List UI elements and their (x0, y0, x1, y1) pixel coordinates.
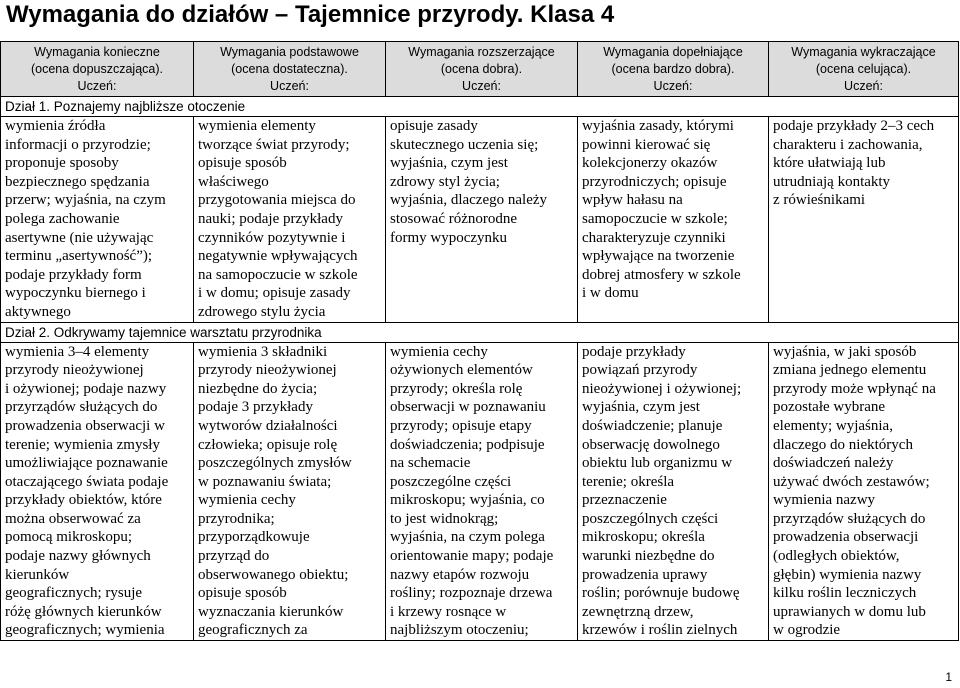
column-header-student: Uczeń: (270, 79, 309, 93)
cell-text-line: wpływające na tworzenie (582, 248, 735, 265)
cell-text-line: przykłady obiektów, które (5, 492, 162, 509)
cell-text-line: nazwy etapów rozwoju (390, 566, 530, 583)
cell-text-line: krzewów i roślin zielnych (582, 622, 738, 639)
column-header-student: Uczeń: (653, 79, 693, 93)
cell-text-line: bezpiecznego spędzania (5, 173, 150, 190)
cell-text-line: pomocą mikroskopu; (5, 529, 133, 546)
cell-text-line: i ożywionej; podaje nazwy (5, 380, 167, 397)
requirements-table (0, 41, 959, 641)
cell-text-line: kilku roślin leczniczych (773, 585, 917, 602)
cell-text-line: przyrody nieożywionej (198, 362, 337, 379)
cell-text-line: przyrody może wpłynąć na (773, 380, 936, 397)
cell-text-line: wymienia 3–4 elementy (5, 343, 150, 360)
cell-text-line: asertywne (nie używając (5, 229, 154, 246)
cell-text-line: przyrodnika; (198, 510, 275, 527)
cell-text-line: wymienia nazwy (773, 492, 876, 509)
cell-text-line: terenie; wymienia zmysły (5, 436, 160, 453)
cell-text-line: wytworów działalności (198, 417, 338, 434)
cell-text-line: orientowanie mapy; podaje (390, 548, 554, 565)
cell-text-line: nauki; podaje przykłady (198, 210, 343, 227)
cell-text-line: samopoczucie w szkole; (582, 210, 728, 227)
cell-text-line: obiektu lub organizmu w (582, 455, 733, 472)
cell-konieczne (1, 117, 194, 323)
cell-text-line: przeznaczenie (582, 492, 667, 509)
cell-text-line: człowieka; opisuje rolę (198, 436, 338, 453)
cell-text-line: otaczającego świata podaje (5, 473, 169, 490)
cell-text-line: uprawianych w domu lub (773, 603, 926, 620)
cell-text-line: przygotowania miejsca do (198, 192, 356, 209)
cell-text-line: geograficznych; rysuje (5, 585, 143, 602)
cell-text-line: wyjaśnia, w jaki sposób (773, 343, 917, 360)
cell-text-line: prowadzenia obserwacji (773, 529, 919, 546)
cell-text-line: obserwacji w poznawaniu (390, 399, 546, 416)
cell-text-line: doświadczenia; podpisuje (390, 436, 545, 453)
column-header-student: Uczeń: (844, 79, 883, 93)
cell-text-line: podaje przykłady 2–3 cech (773, 118, 935, 134)
cell-text-line: które ułatwiają lub (773, 155, 886, 172)
cell-rozszerzajace (386, 117, 578, 323)
cell-dopelniajace (578, 342, 769, 641)
cell-text-line: przerw; wyjaśnia, na czym (5, 192, 166, 209)
column-header-grade: (ocena celująca). (815, 62, 912, 76)
page-title: Wymagania do działów – Tajemnice przyrody. Klasa 4 (6, 1, 615, 28)
cell-text-line: podaje nazwy głównych (5, 548, 151, 565)
cell-text-line: roślin; porównuje budowę (582, 585, 740, 602)
column-header-name: Wymagania dopełniające (603, 45, 743, 59)
cell-text-line: na schemacie (390, 455, 471, 472)
column-header-name: Wymagania konieczne (34, 45, 160, 59)
cell-text-line: głębin) wymienia nazwy (773, 566, 922, 583)
cell-text-line: wymienia źródła (5, 118, 106, 134)
cell-text-line: poszczególnych części (582, 510, 719, 527)
section-label: Dział 2. Odkrywamy tajemnice warsztatu przyrodnika (5, 324, 322, 340)
cell-text-line: wymienia elementy (198, 118, 316, 134)
cell-text-line: podaje przykłady (582, 343, 686, 360)
cell-text-line: wpływ hałasu na (582, 192, 683, 209)
cell-text-line: opisuje sposób (198, 585, 287, 602)
cell-text-line: utrudniają kontakty (773, 173, 891, 190)
cell-text-line: prowadzenia uprawy (582, 566, 708, 583)
cell-text-line: można obserwować za (5, 510, 141, 527)
cell-text-line: opisuje zasady (390, 118, 478, 134)
cell-text-line: przyrząd do (198, 548, 270, 565)
cell-text-line: wymienia cechy (198, 492, 296, 509)
column-header-grade: (ocena dobra). (440, 62, 523, 76)
cell-text-line: poszczególnych zmysłów (198, 455, 352, 472)
cell-text-line: przyrody nieożywionej (5, 362, 144, 379)
cell-text-line: geograficznych; wymienia (5, 622, 165, 639)
cell-text-line: skutecznego uczenia się; (390, 136, 539, 153)
cell-text-line: geograficznych za (198, 622, 308, 639)
column-header-konieczne (1, 42, 194, 97)
cell-text-line: najbliższym otoczeniu; (390, 622, 529, 639)
cell-text-line: (odległych obiektów, (773, 548, 900, 565)
cell-text-line: mikroskopu; określa (582, 529, 705, 546)
column-header-wykraczajace (769, 42, 959, 97)
cell-text-line: wyjaśnia, czym jest (390, 155, 508, 172)
column-header-name: Wymagania podstawowe (220, 45, 359, 59)
cell-text-line: niezbędne do życia; (198, 380, 318, 397)
cell-text-line: obserwację dowolnego (582, 436, 720, 453)
cell-text-line: poszczególne części (390, 473, 512, 490)
column-header-name: Wymagania rozszerzające (408, 45, 555, 59)
column-header-dopelniajace (578, 42, 769, 97)
cell-text-line: nieożywionej i ożywionej; (582, 380, 742, 397)
cell-text-line: opisuje sposób (198, 155, 287, 172)
cell-text-line: to jest widnokrąg; (390, 510, 499, 527)
cell-text-line: kolekcjonerzy okazów (582, 155, 718, 172)
cell-text-line: obserwowanego obiektu; (198, 566, 349, 583)
cell-text-line: wyjaśnia, czym jest (582, 399, 700, 416)
cell-text-line: podaje 3 przykłady (198, 399, 313, 416)
section-header-row (1, 322, 959, 342)
cell-text-line: wyjaśnia, na czym polega (390, 529, 545, 546)
header-row (1, 42, 959, 97)
cell-text-line: na samopoczucie w szkole (198, 266, 358, 283)
cell-text-line: terenie; określa (582, 473, 675, 490)
cell-text-line: ożywionych elementów (390, 362, 533, 379)
cell-text-line: stosować różnorodne (390, 210, 518, 227)
column-header-name: Wymagania wykraczające (791, 45, 936, 59)
cell-text-line: mikroskopu; wyjaśnia, co (390, 492, 545, 509)
cell-text-line: wymienia cechy (390, 343, 488, 360)
cell-text-line: różę głównych kierunków (5, 603, 162, 620)
cell-podstawowe (194, 342, 386, 641)
cell-text-line: przyrządów służących do (5, 399, 158, 416)
cell-text-line: prowadzenia obserwacji w (5, 417, 165, 434)
column-header-grade: (ocena dostateczna). (231, 62, 348, 76)
cell-text-line: charakteryzuje czynniki (582, 229, 726, 246)
cell-wykraczajace (769, 117, 959, 323)
cell-text-line: przyrządów służących do (773, 510, 926, 527)
cell-text-line: charakteru i zachowania, (773, 136, 923, 153)
cell-text-line: tworzące świat przyrody; (198, 136, 350, 153)
content-row (1, 342, 959, 641)
cell-wykraczajace (769, 342, 959, 641)
cell-dopelniajace (578, 117, 769, 323)
cell-text-line: przyporządkowuje (198, 529, 310, 546)
cell-text-line: polega zachowanie (5, 210, 120, 227)
cell-text-line: wyjaśnia zasady, którymi (582, 118, 734, 134)
column-header-grade: (ocena dopuszczająca). (30, 62, 164, 76)
cell-text-line: doświadczeń należy (773, 455, 894, 472)
cell-text-line: umożliwiające poznawanie (5, 455, 168, 472)
cell-text-line: zewnętrzną drzew, (582, 603, 694, 620)
cell-text-line: podaje przykłady form (5, 266, 142, 283)
column-header-rozszerzajace (386, 42, 578, 97)
cell-text-line: pozostałe wybrane (773, 399, 886, 416)
cell-text-line: przyrodniczych; opisuje (582, 173, 727, 190)
cell-text-line: czynników pozytywnie i (198, 229, 346, 246)
content-row (1, 117, 959, 323)
cell-text-line: elementy; wyjaśnia, (773, 417, 893, 434)
cell-text-line: w poznawaniu świata; (198, 473, 332, 490)
cell-text-line: powiązań przyrody (582, 362, 698, 379)
column-header-student: Uczeń: (77, 79, 117, 93)
section-header-row (1, 97, 959, 117)
cell-text-line: negatywnie wpływających (198, 248, 358, 265)
section-header-1 (1, 97, 959, 117)
cell-text-line: wyznaczania kierunków (198, 603, 344, 620)
cell-text-line: w ogrodzie (773, 622, 841, 639)
cell-text-line: formy wypoczynku (390, 229, 508, 246)
cell-text-line: warunki niezbędne do (582, 548, 715, 565)
cell-text-line: proponuje sposoby (5, 155, 119, 172)
section-label: Dział 1. Poznajemy najbliższe otoczenie (5, 99, 246, 114)
cell-text-line: przyrody; opisuje etapy (390, 417, 532, 434)
cell-text-line: kierunków (5, 566, 70, 583)
cell-text-line: wypoczynku biernego i (5, 285, 146, 302)
cell-text-line: rośliny; rozpoznaje drzewa (390, 585, 553, 602)
column-header-podstawowe (194, 42, 386, 97)
cell-text-line: i krzewy rosnące w (390, 603, 507, 620)
cell-text-line: i w domu (582, 285, 639, 302)
cell-text-line: i w domu; opisuje zasady (198, 285, 351, 302)
cell-text-line: używać dwóch zestawów; (773, 473, 930, 490)
column-header-student: Uczeń: (462, 79, 501, 93)
cell-text-line: terminu „asertywność”); (5, 248, 153, 265)
cell-text-line: aktywnego (5, 303, 71, 320)
cell-rozszerzajace (386, 342, 578, 641)
cell-text-line: z rówieśnikami (773, 192, 866, 209)
cell-podstawowe (194, 117, 386, 323)
cell-text-line: przyrody; określa rolę (390, 380, 523, 397)
cell-text-line: powinni kierować się (582, 136, 711, 153)
cell-text-line: doświadczenie; planuje (582, 417, 723, 434)
cell-text-line: wyjaśnia, dlaczego należy (390, 192, 548, 209)
section-header-2 (1, 322, 959, 342)
cell-text-line: zdrowy styl życia; (390, 173, 500, 190)
cell-text-line: zmiana jednego elementu (773, 362, 927, 379)
cell-text-line: informacji o przyrodzie; (5, 136, 151, 153)
cell-text-line: zdrowego stylu życia (198, 303, 326, 320)
cell-text-line: właściwego (198, 173, 269, 190)
column-header-grade: (ocena bardzo dobra). (611, 62, 735, 76)
cell-text-line: dobrej atmosfery w szkole (582, 266, 741, 283)
cell-konieczne (1, 342, 194, 641)
cell-text-line: wymienia 3 składniki (198, 343, 328, 360)
cell-text-line: dlaczego do niektórych (773, 436, 913, 453)
page-number: 1 (945, 670, 952, 684)
